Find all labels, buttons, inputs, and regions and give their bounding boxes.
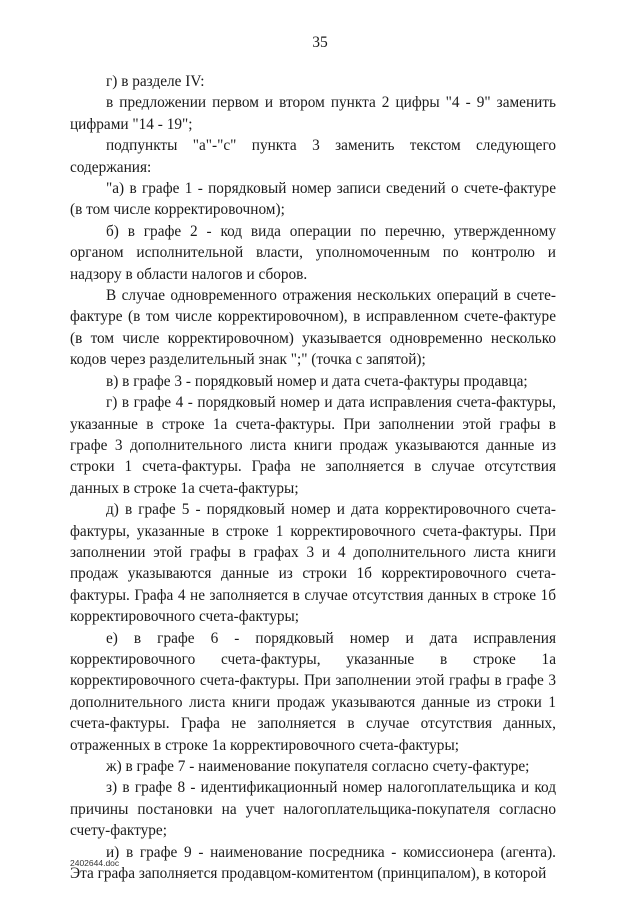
footer-filename: 2402644.doc xyxy=(70,858,120,868)
paragraph-item-3-replacement: подпункты "а"-"с" пункта 3 заменить текстом следующего содержания: xyxy=(70,137,556,176)
paragraph-section-iv: г) в разделе IV: xyxy=(106,73,205,90)
page-number: 35 xyxy=(312,34,328,51)
document-body xyxy=(70,71,556,884)
paragraph-column-4: г) в графе 4 - порядковый номер и дата исправления счета-фактуры, указанные в строке 1а счета-фактуры. При заполнении этой графы в графе 3 дополнительного листа книги продаж указываются данные из строки 1 счета-фактуры. Графа не заполняется в случае отсутствия данных в строке 1а счета-фактуры; xyxy=(70,394,556,497)
paragraph-column-6: е) в графе 6 - порядковый номер и дата исправления корректировочного счета-фактуры, указанные в строке 1а корректировочного счета-фактуры. При заполнении этой графы в графе 3 дополнительного листа книги продаж указываются данные из строки 1 счета-фактуры. Графа не заполняется в случае отсутствия данных, отраженных в строке 1а корректировочного счета-фактуры; xyxy=(70,629,556,754)
paragraph-column-5: д) в графе 5 - порядковый номер и дата корректировочного счета-фактуры, указанные в строке 1 корректировочного счета-фактуры. При заполнении этой графы в графах 3 и 4 дополнительного листа книги продаж указываются данные из строки 1б корректировочного счета-фактуры. Графа 4 не заполняется в случае отсутствия данных в строке 1б корректировочного счета-фактуры; xyxy=(70,501,556,626)
paragraph-column-7: ж) в графе 7 - наименование покупателя согласно счету-фактуре; xyxy=(106,758,530,775)
paragraph-item-2-replacement: в предложении первом и втором пункта 2 цифры "4 - 9" заменить цифрами "14 - 19"; xyxy=(70,94,556,133)
paragraph-column-3: в) в графе 3 - порядковый номер и дата счета-фактуры продавца; xyxy=(106,372,528,390)
paragraph-column-1: "а) в графе 1 - порядковый номер записи сведений о счете-фактуре (в том числе корректировочном); xyxy=(70,180,556,219)
paragraph-multiple-operations: В случае одновременного отражения нескольких операций в счете-фактуре (в том числе корректировочном), в исправленном счете-фактуре (в том числе корректировочном) указывается одновременно несколько кодов через разделительный знак ";" (точка с запятой); xyxy=(70,287,556,369)
paragraph-column-9: и) в графе 9 - наименование посредника - комиссионера (агента). Эта графа заполняется продавцом-комитентом (принципалом), в которой xyxy=(70,843,556,883)
paragraph-column-8: з) в графе 8 - идентификационный номер налогоплательщика и код причины постановки на учет налогоплательщика-покупателя согласно счету-фактуре; xyxy=(70,779,556,840)
paragraph-column-2: б) в графе 2 - код вида операции по перечню, утвержденному органом исполнительной власти, уполномоченным по контролю и надзору в области налогов и сборов. xyxy=(70,222,556,283)
